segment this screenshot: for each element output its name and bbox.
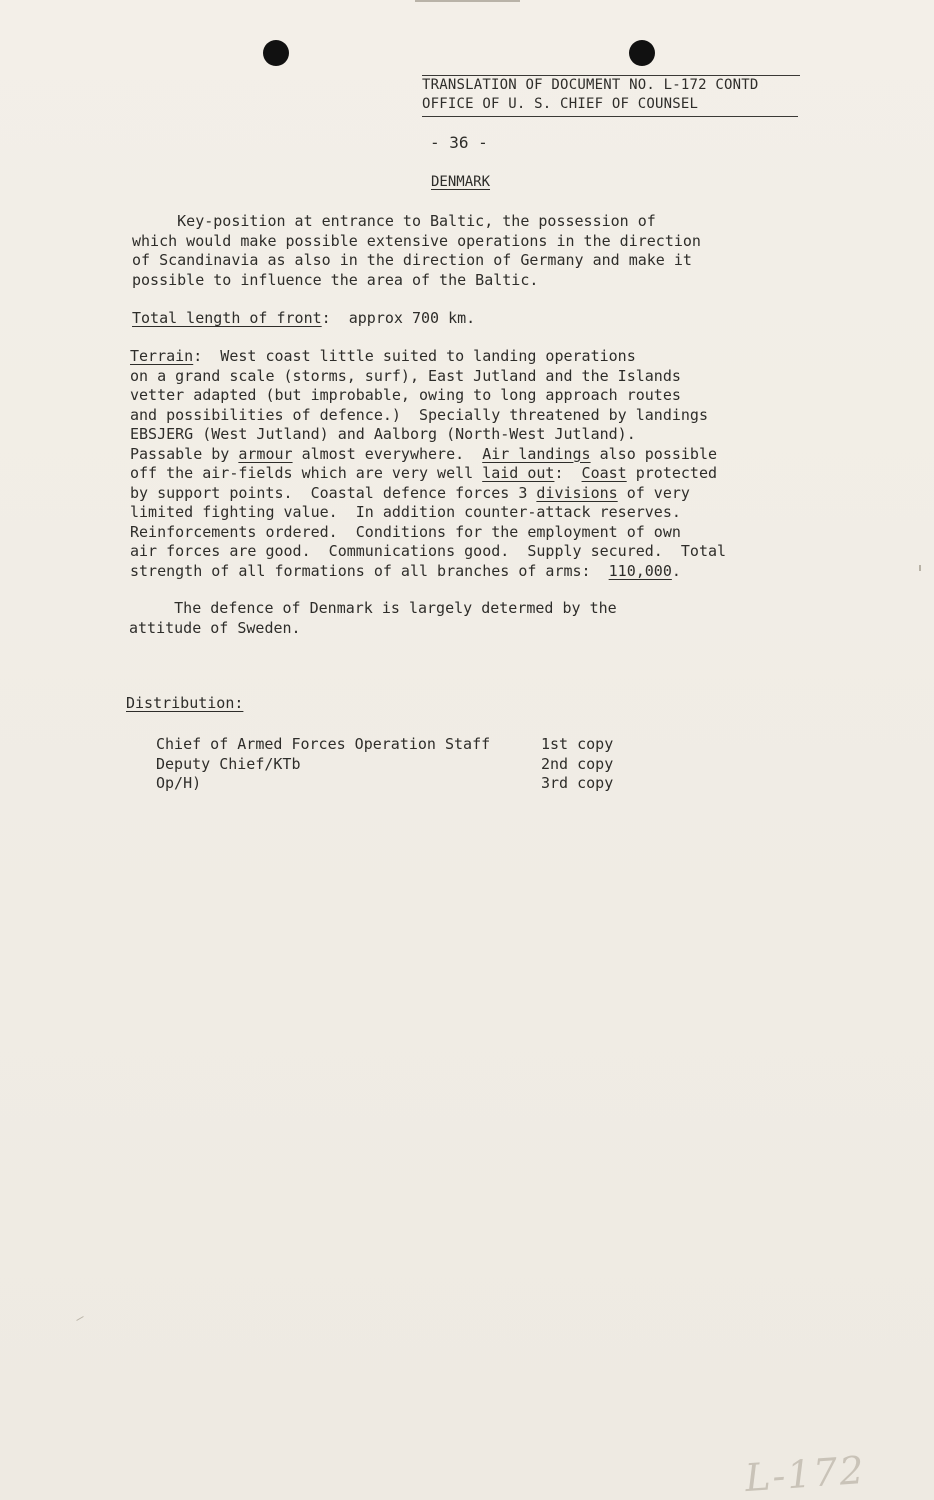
terrain-line: limited fighting value. In addition counter-attack reserves. bbox=[130, 503, 681, 521]
terrain-line: Terrain: West coast little suited to landing operations bbox=[130, 347, 636, 365]
recipient: Deputy Chief/KTb bbox=[156, 754, 301, 773]
punch-hole-left bbox=[263, 40, 289, 66]
laid-out-term: laid out bbox=[482, 464, 555, 482]
header-line-1: TRANSLATION OF DOCUMENT NO. L-172 CONTD bbox=[422, 77, 759, 93]
total-strength: 110,000 bbox=[608, 561, 672, 580]
terrain-line: off the air-fields which are very well laid out: Coast protected bbox=[130, 464, 718, 482]
intro-line: of Scandinavia as also in the direction of Germany and make it bbox=[132, 251, 692, 269]
document-header bbox=[422, 76, 800, 114]
intro-paragraph bbox=[132, 212, 701, 290]
recipient: Chief of Armed Forces Operation Staff bbox=[156, 735, 491, 753]
front-length-paragraph bbox=[132, 309, 475, 329]
paper-edge-mark bbox=[415, 0, 520, 2]
air-landings-term: Air landings bbox=[482, 444, 591, 463]
page-number: - 36 - bbox=[430, 133, 488, 152]
punch-hole-right bbox=[629, 40, 655, 66]
terrain-line: strength of all formations of all branches of arms: 110,000. bbox=[130, 561, 681, 580]
list-item bbox=[156, 755, 613, 775]
paper-speck bbox=[76, 1316, 83, 1321]
coast-term: Coast bbox=[581, 464, 627, 482]
header-line-2: OFFICE OF U. S. CHIEF OF COUNSEL bbox=[422, 96, 699, 112]
terrain-line: on a grand scale (storms, surf), East Jutland and the Islands bbox=[130, 366, 681, 385]
copy-number: 3rd copy bbox=[541, 774, 614, 792]
front-value: : approx 700 km. bbox=[321, 309, 476, 327]
terrain-paragraph bbox=[130, 347, 726, 581]
terrain-line: and possibilities of defence.) Specially threatened by landings bbox=[130, 405, 708, 424]
header-rule-bottom bbox=[422, 116, 798, 117]
recipient: Op/H) bbox=[156, 774, 202, 792]
section-title: DENMARK bbox=[431, 174, 491, 190]
distribution-list bbox=[156, 735, 613, 794]
intro-line: which would make possible extensive operations in the direction bbox=[132, 231, 701, 250]
handwritten-document-number: L-172 bbox=[743, 1447, 867, 1500]
intro-line: Key-position at entrance to Baltic, the possession of bbox=[132, 212, 656, 230]
defence-line: attitude of Sweden. bbox=[129, 618, 301, 637]
terrain-line: by support points. Coastal defence forces 3 divisions of very bbox=[130, 483, 690, 502]
terrain-label: Terrain bbox=[130, 347, 194, 365]
terrain-line: air forces are good. Communications good. Supply secured. Total bbox=[130, 542, 727, 560]
defence-line: The defence of Denmark is largely determed by the bbox=[129, 599, 617, 617]
terrain-line: vetter adapted (but improbable, owing to long approach routes bbox=[130, 386, 681, 404]
defence-paragraph bbox=[129, 599, 617, 638]
terrain-line: EBSJERG (West Jutland) and Aalborg (North-West Jutland). bbox=[130, 425, 636, 443]
distribution-heading: Distribution: bbox=[126, 694, 244, 712]
paper-speck bbox=[919, 565, 921, 571]
terrain-line: Reinforcements ordered. Conditions for the employment of own bbox=[130, 522, 681, 541]
copy-number: 1st copy bbox=[541, 735, 614, 753]
intro-line: possible to influence the area of the Baltic. bbox=[132, 270, 539, 289]
list-item bbox=[156, 735, 613, 755]
divisions-term: divisions bbox=[536, 483, 618, 502]
front-label: Total length of front bbox=[132, 309, 322, 327]
armour-term: armour bbox=[238, 444, 293, 463]
list-item bbox=[156, 774, 613, 794]
terrain-line: Passable by armour almost everywhere. Air landings also possible bbox=[130, 444, 718, 463]
copy-number: 2nd copy bbox=[541, 754, 614, 773]
